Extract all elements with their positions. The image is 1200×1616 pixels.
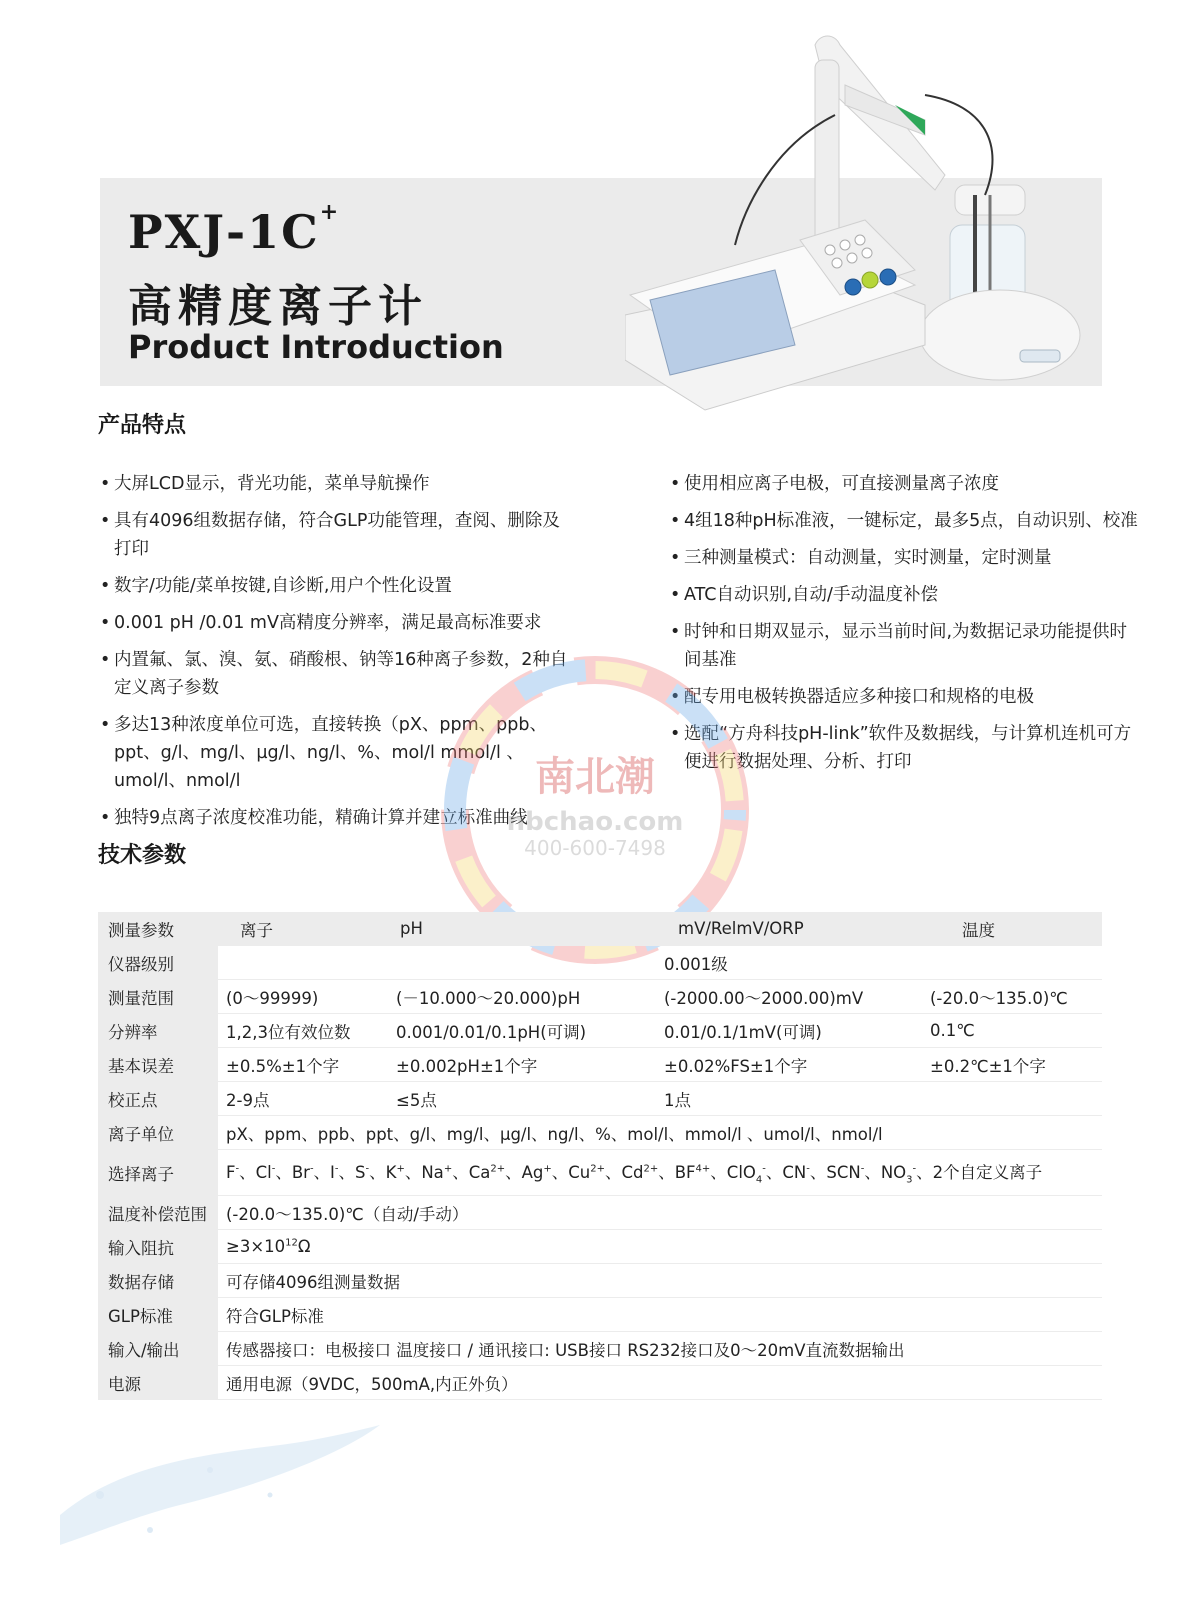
header-cell: 测量参数 (98, 912, 218, 946)
row-label: 测量范围 (98, 980, 218, 1014)
row-value: 0.01/0.1/1mV(可调) (656, 1014, 922, 1048)
ion-item: $Cd^{2+}$ (621, 1163, 659, 1183)
ion-item: Ag+ (521, 1163, 552, 1183)
table-row (98, 1014, 1102, 1048)
row-label: 温度补偿范围 (98, 1196, 218, 1230)
ion-item: S- (355, 1163, 370, 1183)
table-row (98, 1298, 1102, 1332)
english-title: Product Introduction (128, 328, 504, 366)
ion-item: $NO_3^-$ (880, 1163, 917, 1186)
table-row (98, 980, 1102, 1014)
feature-item: • 时钟和日期双显示，显示当前时间,为数据记录功能提供时间基准 (670, 618, 1140, 674)
row-value: 0.001/0.01/0.1pH(可调) (388, 1014, 656, 1048)
row-value: (-20.0～135.0)℃ (922, 980, 1102, 1014)
row-label: 仪器级别 (98, 946, 218, 980)
specs-table (98, 912, 1102, 1400)
ion-item: F- (226, 1163, 240, 1183)
ion-item: ClO$_4$- (726, 1163, 766, 1186)
row-label: 选择离子 (98, 1150, 218, 1196)
ion-item: I- (330, 1163, 339, 1183)
watermark-brand: 南北潮 (535, 754, 655, 800)
row-value: $\ge 3\times 10^{12}\Omega$ (218, 1230, 1102, 1264)
row-label: 输入/输出 (98, 1332, 218, 1366)
ion-meter-illustration (625, 25, 1125, 425)
row-label: 基本误差 (98, 1048, 218, 1082)
row-value: (0～99999) (218, 980, 388, 1014)
table-row (98, 1150, 1102, 1196)
row-label: 离子单位 (98, 1116, 218, 1150)
watermark-phone: 400-600-7498 (524, 836, 666, 860)
table-row (98, 1048, 1102, 1082)
features-heading: 产品特点 (98, 413, 187, 438)
row-value: 符合GLP标准 (218, 1298, 1102, 1332)
table-row (98, 1332, 1102, 1366)
row-value: ±0.2℃±1个字 (922, 1048, 1102, 1082)
feature-item: • 多达13种浓度单位可选，直接转换（pX、ppm、ppb、ppt、g/l、mg/l、µg/l、ng/l、%、mol/l mmol/l 、umol/l、nmol/l (100, 711, 570, 795)
row-label: 数据存储 (98, 1264, 218, 1298)
header-cell: pH (388, 912, 656, 946)
row-value: pX、ppm、ppb、ppt、g/l、mg/l、µg/l、ng/l、%、mol/l、mmol/l 、umol/l、nmol/l (218, 1116, 1102, 1150)
row-label: 校正点 (98, 1082, 218, 1116)
feature-item: • 使用相应离子电极，可直接测量离子浓度 (670, 470, 1140, 498)
header-cell: mV/RelmV/ORP (656, 912, 922, 946)
table-row (98, 1264, 1102, 1298)
table-row (98, 1116, 1102, 1150)
feature-item: • 内置氟、氯、溴、氨、硝酸根、钠等16种离子参数，2种自定义离子参数 (100, 646, 570, 702)
ion-item: SCN- (826, 1163, 865, 1183)
ion-item: Cl- (255, 1163, 276, 1183)
ion-item: $BF^{4+}$ (674, 1163, 711, 1183)
row-label: 电源 (98, 1366, 218, 1400)
header-cell: 温度 (922, 912, 1102, 946)
water-splash-decoration (60, 1425, 380, 1555)
feature-item: • 具有4096组数据存储，符合GLP功能管理，查阅、删除及打印 (100, 507, 570, 563)
feature-item: • 大屏LCD显示，背光功能，菜单导航操作 (100, 470, 570, 498)
row-value: ±0.5%±1个字 (218, 1048, 388, 1082)
row-label: 输入阻抗 (98, 1230, 218, 1264)
row-value: ±0.02%FS±1个字 (656, 1048, 922, 1082)
feature-item: • 独特9点离子浓度校准功能，精确计算并建立标准曲线 (100, 804, 570, 832)
row-value: 可存储4096组测量数据 (218, 1264, 1102, 1298)
row-value: 1点 (656, 1082, 922, 1116)
table-header-row (98, 912, 1102, 946)
ion-list-tail: 、2个自定义离子 (916, 1163, 1043, 1183)
row-value: 1,2,3位有效位数 (218, 1014, 388, 1048)
row-value (922, 1082, 1102, 1116)
feature-item: • 三种测量模式：自动测量，实时测量，定时测量 (670, 544, 1140, 572)
table-row (98, 1196, 1102, 1230)
feature-item: • 配专用电极转换器适应多种接口和规格的电极 (670, 683, 1140, 711)
row-label: GLP标准 (98, 1298, 218, 1332)
ion-item: CN- (782, 1163, 810, 1183)
table-row (98, 946, 1102, 980)
feature-item: • 4组18种pH标准液，一键标定，最多5点，自动识别、校准 (670, 507, 1140, 535)
ion-item: K+ (385, 1163, 405, 1183)
specs-heading: 技术参数 (98, 843, 187, 868)
watermark-site: nbchao.com (506, 807, 684, 837)
ion-item: Na+ (421, 1163, 453, 1183)
chinese-title: 高精度离子计 (128, 281, 428, 332)
ion-item: $Cu^{2+}$ (568, 1163, 605, 1183)
row-value: ±0.002pH±1个字 (388, 1048, 656, 1082)
model-superscript: + (319, 199, 341, 225)
feature-item: • 数字/功能/菜单按键,自诊断,用户个性化设置 (100, 572, 570, 600)
row-value: 2-9点 (218, 1082, 388, 1116)
row-value: 传感器接口：电极接口 温度接口 / 通讯接口: USB接口 RS232接口及0～20mV直流数据输出 (218, 1332, 1102, 1366)
feature-item: • 选配“方舟科技pH-link”软件及数据线，与计算机连机可方便进行数据处理、分析、打印 (670, 720, 1140, 776)
ion-list: F-、Cl-、Br-、I-、S-、K+、Na+、$Ca^{2+}$、Ag+、$Cu^{2+}$、$Cd^{2+}$、$BF^{4+}$、ClO$_4$-、CN-、SCN-、$NO_3^-$、2个自定义离子 (218, 1150, 1102, 1196)
table-row (98, 1082, 1102, 1116)
row-value: 0.1℃ (922, 1014, 1102, 1048)
row-label: 分辨率 (98, 1014, 218, 1048)
feature-item: • 0.001 pH /0.01 mV高精度分辨率，满足最高标准要求 (100, 609, 570, 637)
table-row (98, 1230, 1102, 1264)
table-row (98, 1366, 1102, 1400)
row-value: (－10.000～20.000)pH (388, 980, 656, 1014)
ion-item: $Ca^{2+}$ (468, 1163, 506, 1183)
header-cell: 离子 (218, 912, 388, 946)
model-name: PXJ-1C+ (128, 199, 341, 259)
row-value: (-20.0～135.0)℃（自动/手动） (218, 1196, 1102, 1230)
row-value: ≤5点 (388, 1082, 656, 1116)
row-value: 通用电源（9VDC，500mA,内正外负） (218, 1366, 1102, 1400)
feature-item: • ATC自动识别,自动/手动温度补偿 (670, 581, 1140, 609)
row-value: 0.001级 (656, 946, 1102, 980)
ion-item: Br- (291, 1163, 314, 1183)
row-value: (-2000.00～2000.00)mV (656, 980, 922, 1014)
